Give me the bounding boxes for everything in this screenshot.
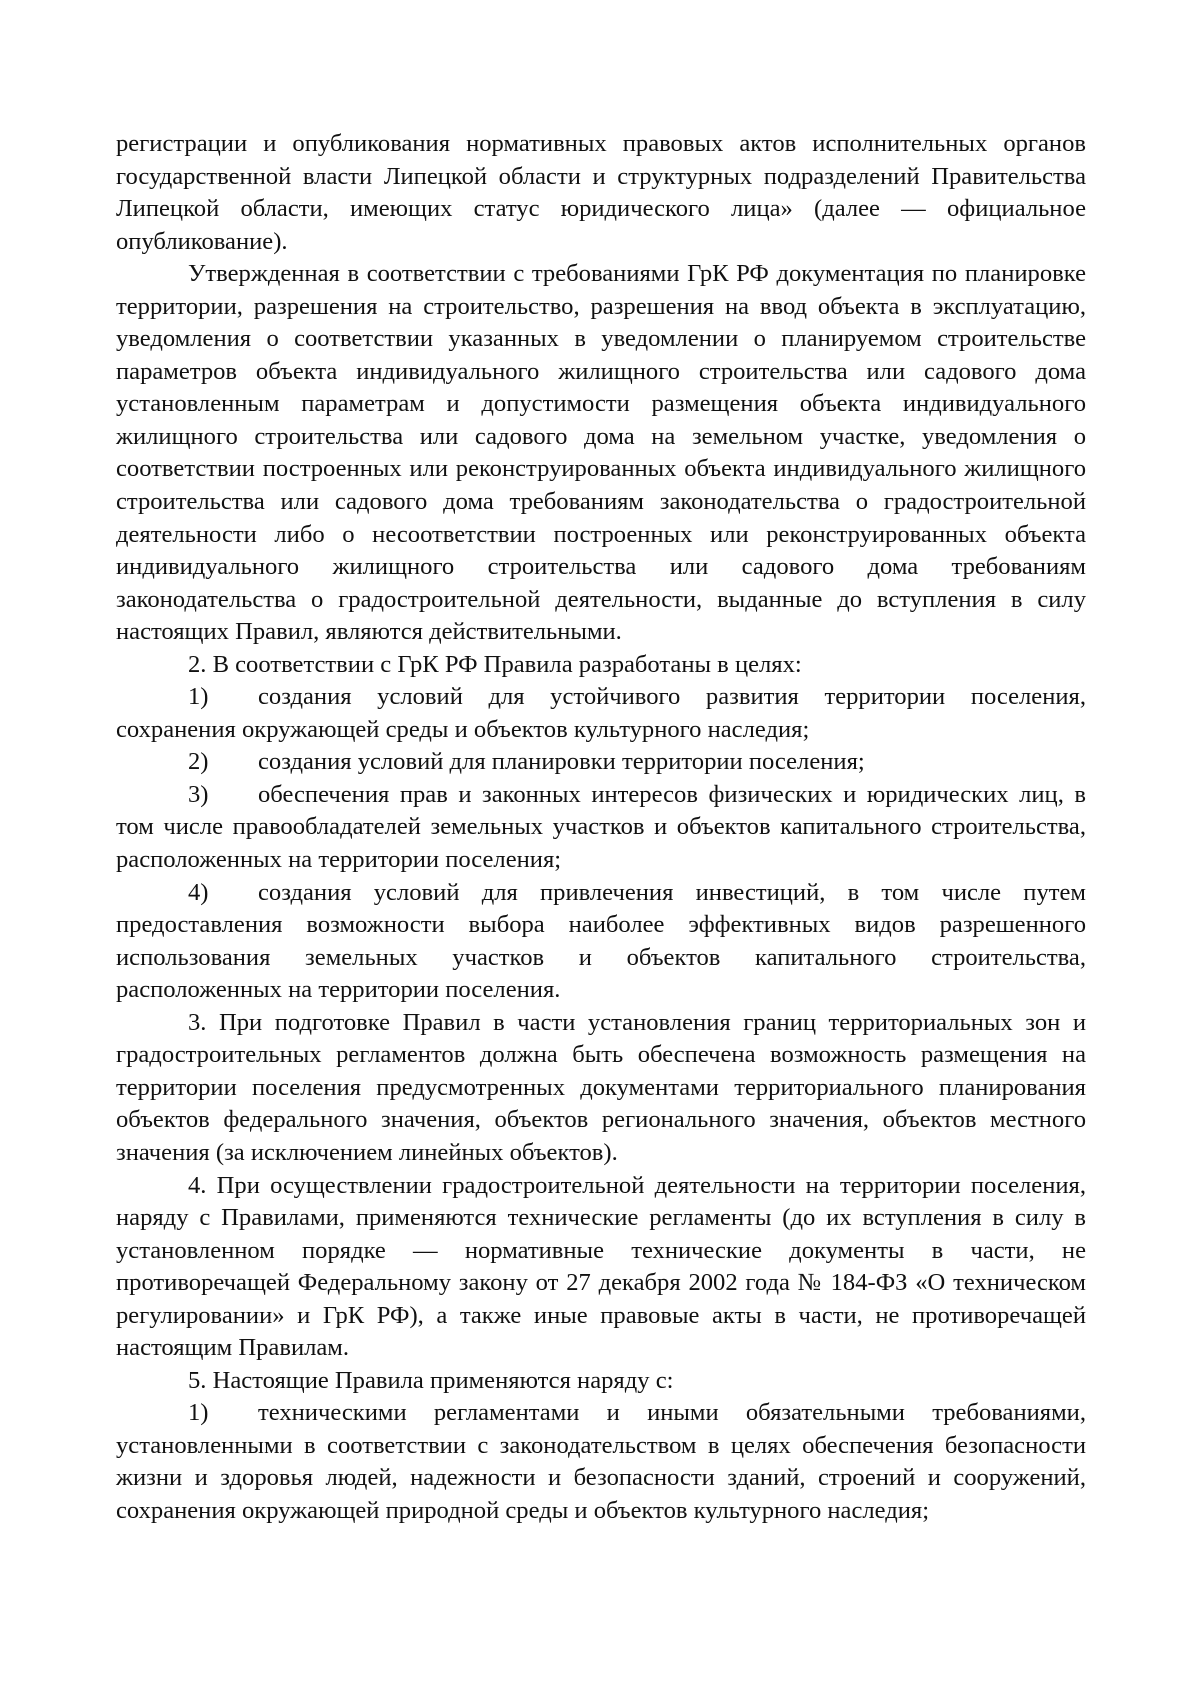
list-item	[116, 1397, 1086, 1527]
list-item	[116, 746, 1086, 779]
paragraph-section-2: 2. В соответствии с ГрК РФ Правила разработаны в целях:	[188, 650, 802, 678]
document-page	[116, 128, 1086, 1528]
paragraph-section-5: 5. Настоящие Правила применяются наряду с:	[188, 1366, 674, 1394]
list-item	[116, 681, 1086, 746]
paragraph-section-4: 4. При осуществлении градостроительной деятельности на территории поселения, наряду с Правилами, применяются технические регламенты (до их вступления в силу в установленном порядке — нормативные технические документы в части, не противоречащей Федеральному закону от 27 декабря 2002 года № 184-ФЗ «О техническом регулировании» и ГрК РФ), а также иные правовые акты в части, не противоречащей настоящим Правилам.	[116, 1171, 1086, 1362]
list-item-number: 2)	[188, 748, 209, 776]
list-item-text: техническими регламентами и иными обязательными требованиями, установленными в соответствии с законодательством в целях обеспечения безопасности жизни и здоровья людей, надежности и безопасности зданий, строений и сооружений, сохранения окружающей природной среды и объектов культурного наследия;	[116, 1399, 1086, 1524]
list-item-number: 1)	[188, 1399, 209, 1427]
list-item	[116, 779, 1086, 877]
paragraph-approved-documentation: Утвержденная в соответствии с требованиями ГрК РФ документация по планировке территории, разрешения на строительство, разрешения на ввод объекта в эксплуатацию, уведомления о соответствии указанных в уведомлении о планируемом строительстве параметров объекта индивидуального жилищного строительства или садового дома установленным параметрам и допустимости размещения объекта индивидуального жилищного строительства или садового дома на земельном участке, уведомления о соответствии построенных или реконструированных объекта индивидуального жилищного строительства или садового дома требованиям законодательства о градостроительной деятельности либо о несоответствии построенных или реконструированных объекта индивидуального жилищного строительства или садового дома требованиям законодательства о градостроительной деятельности, выданные до вступления в силу настоящих Правил, являются действительными.	[116, 260, 1086, 646]
list-item-text: обеспечения прав и законных интересов физических и юридических лиц, в том числе правообладателей земельных участков и объектов капитального строительства, расположенных на территории поселения;	[116, 780, 1086, 874]
paragraph-continuation: регистрации и опубликования нормативных правовых актов исполнительных органов государственной власти Липецкой области и структурных подразделений Правительства Липецкой области, имеющих статус юридического лица» (далее — официальное опубликование).	[116, 130, 1086, 255]
list-item-text: создания условий для устойчивого развития территории поселения, сохранения окружающей среды и объектов культурного наследия;	[116, 683, 1086, 743]
list-item-number: 3)	[188, 780, 209, 808]
list-item	[116, 877, 1086, 1007]
list-item-text: создания условий для привлечения инвестиций, в том числе путем предоставления возможности выбора наиболее эффективных видов разрешенного использования земельных участков и объектов капитального строительства, расположенных на территории поселения.	[116, 878, 1086, 1004]
list-item-number: 4)	[188, 878, 209, 906]
list-item-text: создания условий для планировки территории поселения;	[258, 748, 865, 776]
list-item-number: 1)	[188, 683, 209, 711]
paragraph-section-3: 3. При подготовке Правил в части установления границ территориальных зон и градостроительных регламентов должна быть обеспечена возможность размещения на территории поселения предусмотренных документами территориального планирования объектов федерального значения, объектов регионального значения, объектов местного значения (за исключением линейных объектов).	[116, 1008, 1086, 1166]
